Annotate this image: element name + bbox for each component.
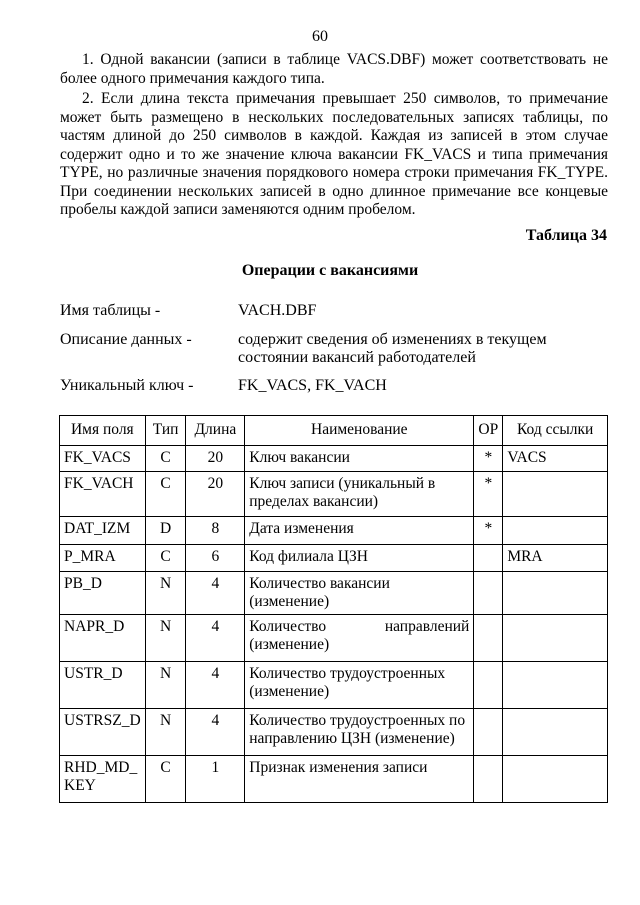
cell-length: 1 [186,756,245,803]
table-row [60,517,608,545]
cell-op [474,662,503,709]
cell-field: NAPR_D [60,615,146,662]
cell-ref: VACS [503,446,608,472]
table-row [60,662,608,709]
cell-field: P_MRA [60,545,146,572]
cell-length: 20 [186,472,245,517]
paragraph-2-text: 2. Если длина текста примечания превышает 250 символов, то примечание может быть размещено в нескольких последовательных записях таблицы, по частям длиной до 250 символов в каждой. Каждая из записей в этом случае содержит одно и то же значение ключа вакансии FK_VACS и типа примечания TYPE, но различные значения порядкового номера строки примечания FK_TYPE. При соединении нескольких записей в одно длинное примечание все концевые пробелы каждой записи заменяются одним пробелом. [60,90,608,218]
unique-key-label: Уникальный ключ - [60,377,194,394]
page-number: 60 [312,28,328,45]
cell-op [474,756,503,803]
cell-op: * [474,517,503,545]
cell-field: DAT_IZM [60,517,146,545]
fields-table [59,415,608,803]
cell-field: USTRSZ_D [60,709,146,756]
cell-ref [503,615,608,662]
table-title: Операции с вакансиями [241,262,419,279]
table-row [60,709,608,756]
cell-op: * [474,446,503,472]
cell-type: C [145,446,186,472]
cell-field: PB_D [60,572,146,615]
column-header-type: Тип [145,416,186,446]
cell-name: Дата изменения [245,517,474,545]
table-name-value: VACH.DBF [238,302,317,319]
table-number: Таблица 34 [525,227,607,244]
cell-field: FK_VACS [60,446,146,472]
data-description-label: Описание данных - [60,331,192,348]
table-row [60,472,608,517]
cell-op [474,615,503,662]
cell-ref [503,472,608,517]
cell-ref: MRA [503,545,608,572]
table-row [60,545,608,572]
cell-type: C [145,545,186,572]
cell-ref [503,709,608,756]
data-description-value: содержит сведения об изменениях в текущем состоянии вакансий работодателей [238,331,547,366]
paragraph-1 [60,51,608,88]
column-header-ref: Код ссылки [503,416,608,446]
cell-op [474,572,503,615]
cell-field: FK_VACH [60,472,146,517]
cell-name: Количество направлений (изменение) [245,615,474,662]
cell-length: 4 [186,572,245,615]
cell-name: Количество вакансии (изменение) [245,572,474,615]
cell-name: Ключ записи (уникальный в пределах вакансии) [245,472,474,517]
cell-type: N [145,709,186,756]
cell-name: Ключ вакансии [245,446,474,472]
table-row [60,446,608,472]
cell-name: Признак изменения записи [245,756,474,803]
cell-length: 20 [186,446,245,472]
column-header-length: Длина [186,416,245,446]
column-header-op: ОР [474,416,503,446]
cell-field: USTR_D [60,662,146,709]
cell-ref [503,756,608,803]
cell-type: C [145,472,186,517]
column-header-field: Имя поля [60,416,146,446]
table-row [60,756,608,803]
cell-length: 4 [186,615,245,662]
cell-ref [503,662,608,709]
cell-op: * [474,472,503,517]
table-row [60,615,608,662]
paragraph-2 [60,90,608,220]
cell-name: Код филиала ЦЗН [245,545,474,572]
cell-name: Количество трудоустроенных (изменение) [245,662,474,709]
cell-length: 6 [186,545,245,572]
cell-length: 4 [186,662,245,709]
cell-field: RHD_MD_ KEY [60,756,146,803]
cell-type: N [145,662,186,709]
table-header-row [60,416,608,446]
cell-ref [503,517,608,545]
cell-op [474,545,503,572]
cell-type: C [145,756,186,803]
cell-type: D [145,517,186,545]
table-row [60,572,608,615]
cell-type: N [145,615,186,662]
cell-op [474,709,503,756]
cell-length: 4 [186,709,245,756]
cell-length: 8 [186,517,245,545]
column-header-name: Наименование [245,416,474,446]
cell-name: Количество трудоустроенных по направлению ЦЗН (изменение) [245,709,474,756]
cell-type: N [145,572,186,615]
unique-key-value: FK_VACS, FK_VACH [238,377,387,394]
paragraph-1-text: 1. Одной вакансии (записи в таблице VACS.DBF) может соответствовать не более одного примечания каждого типа. [60,51,608,87]
table-name-label: Имя таблицы - [60,302,161,319]
cell-ref [503,572,608,615]
